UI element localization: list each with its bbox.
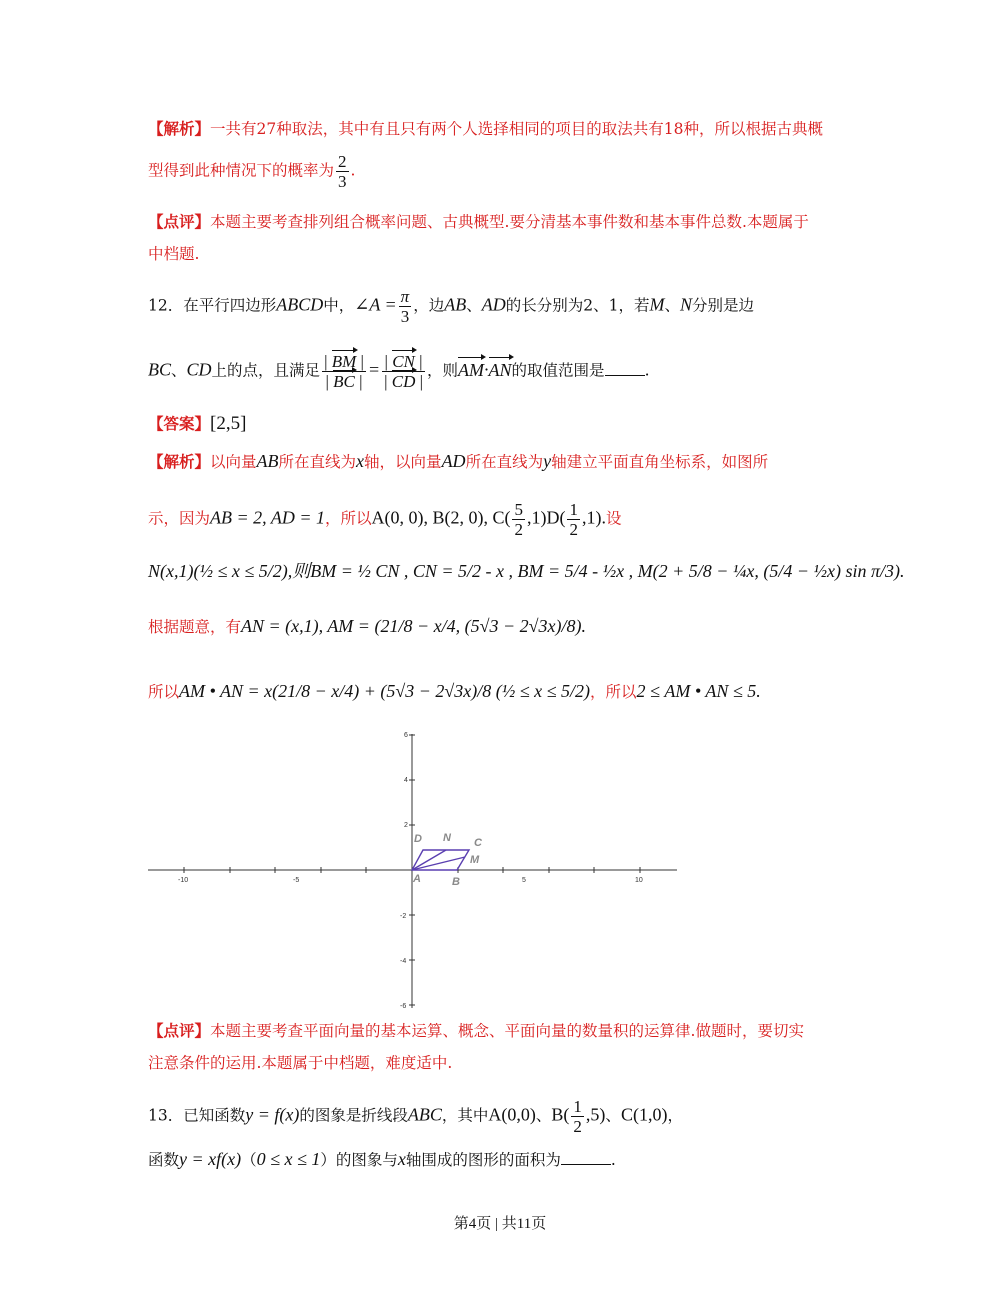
question-12-line-1: 12．在平行四边形ABCD中，∠A = $\frac{\pi}{3}$ ，边AB、AD的长分别为2、1，若M、N分别是边 — [148, 287, 755, 326]
comment-2-line-2: 注意条件的运用.本题属于中档题，难度适中. — [148, 1054, 453, 1072]
analysis-2-line-1: 【解析】以向量AB所在直线为x轴，以向量AD所在直线为y轴建立平面直角坐标系，如图所 — [148, 451, 769, 471]
segment-am — [412, 857, 465, 870]
coordinate-graph — [140, 728, 685, 1013]
analysis-tag: 【解析】 — [148, 119, 211, 138]
y-tick-label: 6 — [404, 732, 408, 739]
comment-tag: 【点评】 — [148, 1021, 211, 1040]
y-tick-label: 4 — [404, 777, 408, 784]
analysis-1-line-2: 型得到此种情况下的概率为 $\frac{2}{3}$ . — [148, 152, 356, 191]
comment-1-line-1: 【点评】本题主要考查排列组合概率问题、古典概型.要分清基本事件数和基本事件总数.本题属于 — [148, 212, 809, 231]
comment-1-line-2: 中档题. — [148, 245, 200, 263]
answer-blank — [605, 361, 645, 376]
point-label-a: A — [413, 873, 421, 885]
answer-line — [148, 413, 246, 435]
y-tick-label: -4 — [400, 958, 407, 965]
question-13-line-1: 13．已知函数y = f(x)的图象是折线段ABC，其中A(0,0)、B( $\frac{1}{2}$ ,5)、C(1,0)， — [148, 1097, 683, 1136]
analysis-2-line-4: 根据题意，有AN = (x,1), AM = (21/8 − x/4, (5√3 − 2√3x)/8). — [148, 616, 586, 636]
y-tick-label: -6 — [400, 1003, 407, 1010]
point-label-n: N — [443, 832, 451, 844]
x-tick-label: 10 — [635, 877, 643, 884]
comment-tag: 【点评】 — [148, 212, 211, 231]
comment-2-line-1: 【点评】本题主要考查平面向量的基本运算、概念、平面向量的数量积的运算律.做题时，要切实 — [148, 1021, 804, 1040]
x-tick-label: -10 — [178, 877, 189, 884]
fraction: $\frac{| CN |}{| CD |}$ — [384, 352, 424, 391]
analysis-1-line-1 — [148, 118, 823, 140]
point-label-d: D — [414, 833, 422, 845]
analysis-2-line-2: 示，因为AB = 2, AD = 1，所以A(0, 0), B(2, 0), C( $\frac{5}{2}$ ,1)D( $\frac{1}{2}$ ,1).设 — [148, 500, 622, 539]
answer-tag: 【答案】 — [148, 414, 211, 433]
point-label-b: B — [452, 876, 460, 888]
fraction: $\frac{| BM |}{| BC |}$ — [324, 352, 364, 391]
analysis-text: 型得到此种情况下的概率为 — [148, 161, 335, 180]
analysis-text: 一共有27种取法，其中有且只有两个人选择相同的项目的取法共有18种，所以根据古典概 — [210, 120, 823, 138]
analysis-2-line-5: 所以AM • AN = x(21/8 − x/4) + (5√3 − 2√3x)/8 (½ ≤ x ≤ 5/2)，所以2 ≤ AM • AN ≤ 5. — [148, 681, 761, 701]
y-tick-label: 2 — [404, 822, 408, 829]
answer-blank — [561, 1150, 611, 1165]
y-tick-label: -2 — [400, 913, 407, 920]
question-13-line-2: 函数y = xf(x)（0 ≤ x ≤ 1）的图象与x轴围成的图形的面积为 . — [148, 1149, 616, 1169]
fraction: $\frac{2}{3}$ — [338, 152, 347, 191]
page-footer: 第4页 | 共11页 — [453, 1216, 547, 1232]
x-tick-label: 5 — [522, 877, 526, 884]
question-12-line-2: BC、CD上的点，且满足 $\frac{| BM |}{| BC |}$ = $\frac{| CN |}{| CD |}$ ，则AM·AN的取值范围是 . — [148, 352, 650, 391]
question-number: 13． — [148, 1106, 184, 1125]
analysis-2-line-3: N(x,1)(½ ≤ x ≤ 5/2),则BM = ½ CN , CN = 5/2 - x , BM = 5/4 - ½x , M(2 + 5/8 − ¼x, (5/4 − ½x) sin π/3). — [148, 561, 905, 581]
question-number: 12． — [148, 296, 184, 315]
point-label-m: M — [470, 854, 480, 866]
point-label-c: C — [474, 837, 482, 849]
fraction: $\frac{\pi}{3}$ — [400, 287, 410, 326]
answer-value: [2,5] — [210, 413, 247, 434]
x-tick-label: -5 — [293, 877, 300, 884]
